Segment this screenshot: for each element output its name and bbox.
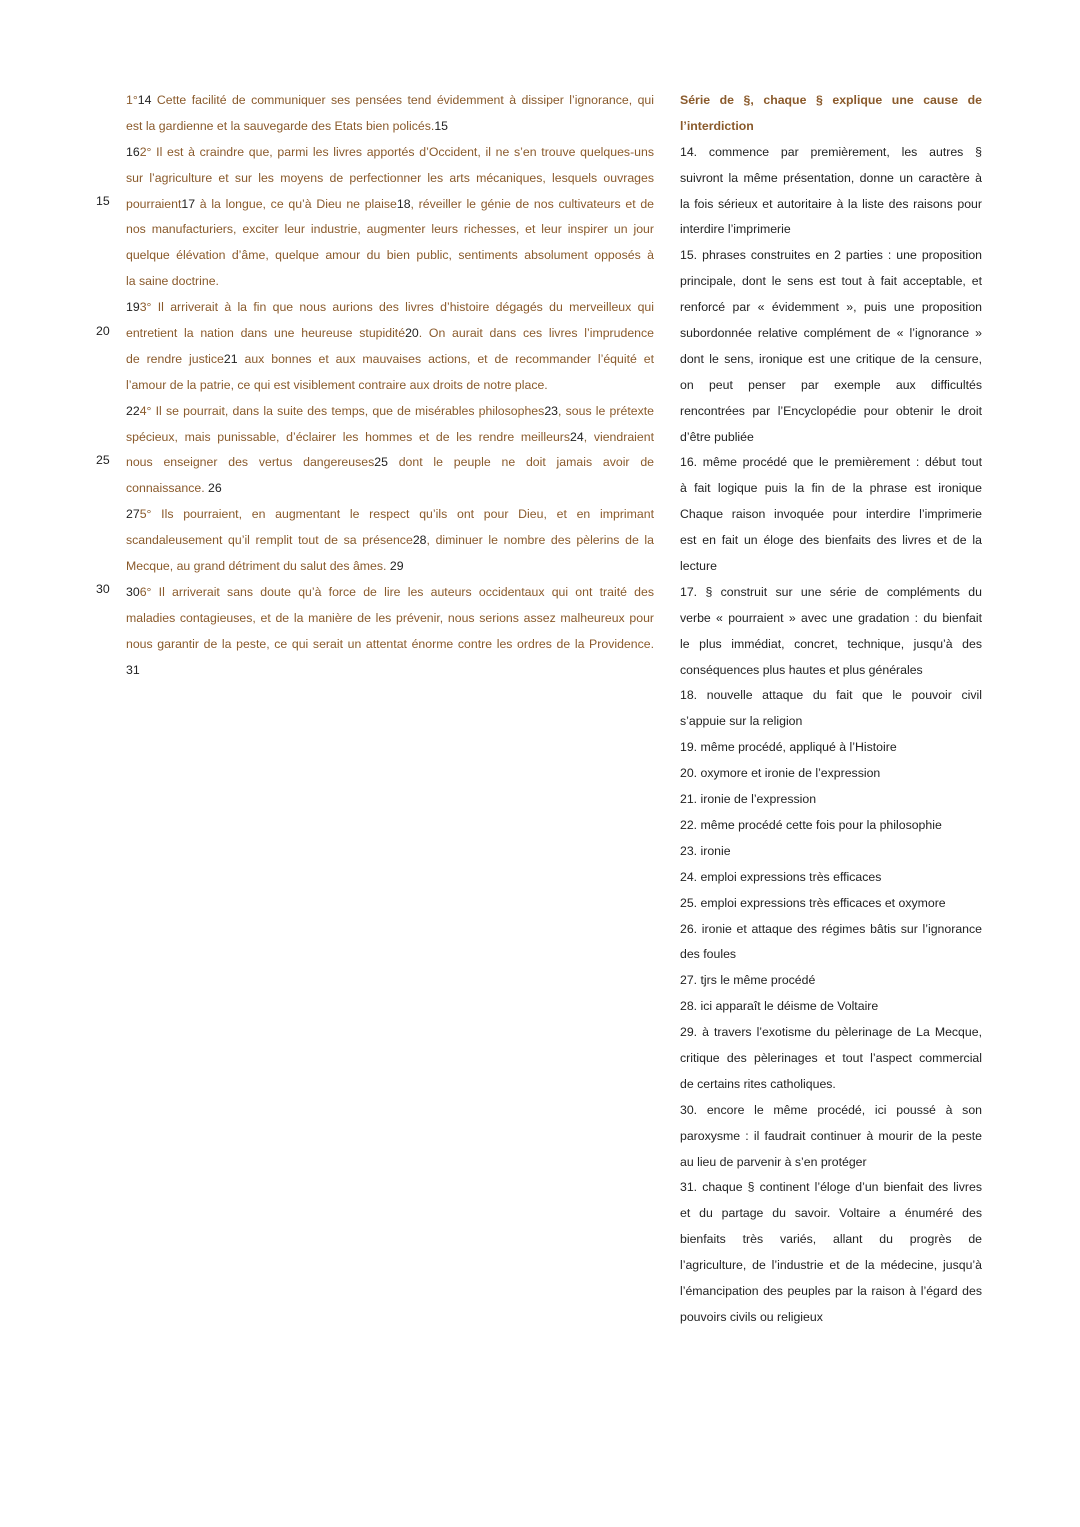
note-line: 25. emploi expressions très efficaces et oxymore [680, 895, 946, 910]
note-ref-18: 18 [396, 196, 411, 211]
note-line: 17. § construit sur une série de compléments du [680, 584, 982, 599]
note-line: l’agriculture, de l’industrie et de la médecine, jusqu’à [680, 1258, 982, 1273]
note-line: est en fait un éloge des bienfaits des livres et de la [680, 533, 982, 548]
note-line: bienfaits très variés, allant du progrès de [680, 1232, 982, 1247]
note-line: interdire l’imprimerie [680, 222, 791, 237]
note-ref-29: 29 [389, 559, 404, 574]
note-ref-14: 14 [137, 93, 152, 107]
note-line: 14. commence par premièrement, les autres § [680, 144, 982, 159]
note-line: 28. ici apparaît le déisme de Voltaire [680, 999, 879, 1014]
note-ref-26: 26 [208, 481, 222, 496]
note-line: 30. encore le même procédé, ici poussé à son [680, 1102, 982, 1117]
note-line: 31. chaque § continent l’éloge d’un bienfait des livres [680, 1180, 982, 1195]
text-line: 162° Il est à craindre que, parmi les livres apportés d’Occident, il ne s’en trouve quelques-uns [126, 144, 654, 159]
text-line: la saine doctrine. [126, 274, 219, 289]
note-line: 19. même procédé, appliqué à l’Histoire [680, 740, 897, 755]
note-ref-25: 25 [374, 455, 388, 470]
note-ref-31: 31 [126, 662, 140, 677]
note-ref-17: 17 [181, 196, 196, 211]
note-line: s’appuie sur la religion [680, 714, 803, 729]
notes-column [680, 90, 982, 1333]
note-ref-30: 30 [126, 584, 140, 599]
note-ref-16: 16 [126, 144, 140, 159]
note-line: 15. phrases construites en 2 parties : une proposition [680, 248, 982, 263]
notes-list [680, 142, 982, 1333]
note-ref-28: 28 [412, 533, 427, 548]
line-number-15: 15 [96, 194, 110, 208]
note-ref-27: 27 [126, 507, 140, 522]
text-line: 1°14 Cette facilité de communiquer ses pensées tend évidemment à dissiper l’ignorance, qui [126, 93, 654, 107]
note-line: 24. emploi expressions très efficaces [680, 869, 882, 884]
note-line: pouvoirs civils ou religieux [680, 1309, 823, 1324]
note-ref-19: 19 [126, 300, 140, 315]
note-line: critique des pèlerinages et tout l’aspect commercial [680, 1050, 982, 1065]
text-line: quelque élévation d’âme, quelque amour du bien public, sentiments absolument opposés à [126, 248, 654, 263]
text-line: entretient la nation dans une heureuse stupidité20. On aurait dans ces livres l’imprudence [126, 326, 654, 341]
note-line: à fait logique puis la fin de la phrase est ironique [680, 481, 982, 496]
text-line: pourraient17 à la longue, ce qu’à Dieu ne plaise18, réveiller le génie de nos cultivateurs et de [126, 196, 654, 211]
note-line: et du partage du savoir. Voltaire a énuméré des [680, 1206, 982, 1221]
text-line: nous enseigner des vertus dangereuses25 dont le peuple ne doit jamais avoir de [126, 455, 654, 470]
note-line: conséquences plus hautes et plus générales [680, 662, 923, 677]
text-line: 275° Ils pourraient, en augmentant le respect qu’ils ont pour Dieu, et en imprimant [126, 507, 654, 522]
note-ref-23: 23 [544, 403, 558, 418]
note-line: au lieu de parvenir à s’en protéger [680, 1154, 867, 1169]
text-line: connaissance. 26 [126, 481, 222, 496]
note-line: de certains rites catholiques. [680, 1076, 836, 1091]
note-line: le plus immédiat, concret, technique, jusqu’à des [680, 636, 982, 651]
note-line: lecture [680, 559, 717, 574]
note-line: paroxysme : il faudrait continuer à mourir de la peste [680, 1128, 982, 1143]
note-line: 21. ironie de l’expression [680, 792, 817, 807]
note-line: 20. oxymore et ironie de l’expression [680, 766, 881, 781]
text-line: est la gardienne et la sauvegarde des Etats bien policés.15 [126, 118, 448, 133]
main-text-column [126, 90, 654, 685]
notes-heading: l’interdiction [680, 118, 754, 133]
note-ref-24: 24 [570, 429, 584, 444]
text-line: scandaleusement qu’il remplit tout de sa présence28, diminuer le nombre des pèlerins de la [126, 533, 654, 548]
line-number-20: 20 [96, 324, 110, 338]
note-line: 16. même procédé que le premièrement : début tout [680, 455, 982, 470]
note-line: d’être publiée [680, 429, 754, 444]
text-line: nous garantir de la peste, ce qui serait un attentat énorme contre les ordres de la Providence. [126, 636, 654, 651]
note-line: suivront la même présentation, donne un caractère à [680, 170, 982, 185]
note-line: 23. ironie [680, 843, 731, 858]
line-number-30: 30 [96, 582, 110, 596]
text-line: l’amour de la patrie, ce qui est visiblement contraire aux droits de notre place. [126, 377, 548, 392]
text-line: Mecque, au grand détriment du salut des âmes. 29 [126, 559, 404, 574]
text-line: spécieux, mais punissable, d’éclairer les hommes et de les rendre meilleurs24, viendraient [126, 429, 654, 444]
note-ref-22: 22 [126, 403, 140, 418]
note-line: 22. même procédé cette fois pour la philosophie [680, 817, 942, 832]
note-ref-15: 15 [434, 118, 448, 133]
note-line: 26. ironie et attaque des régimes bâtis sur l’ignorance [680, 921, 982, 936]
note-line: principale, dont le sens est tout à fait acceptable, et [680, 274, 982, 289]
note-line: l’émancipation des peuples par la raison à l’égard des [680, 1283, 982, 1298]
note-line: des foules [680, 947, 737, 962]
note-line: subordonnée relative complément de « l’ignorance » [680, 326, 982, 341]
note-line: verbe « pourraient » avec une gradation : du bienfait [680, 610, 982, 625]
text-line: maladies contagieuses, et de la manière de les prévenir, nous serions assez malheureux pour [126, 610, 654, 625]
note-line: Chaque raison invoquée pour interdire l’imprimerie [680, 507, 982, 522]
text-line: 224° Il se pourrait, dans la suite des temps, que de misérables philosophes23, sous le prétexte [126, 403, 654, 418]
note-line: 18. nouvelle attaque du fait que le pouvoir civil [680, 688, 982, 703]
text-line: nos manufacturiers, exciter leur industrie, augmenter leurs richesses, et leur inspirer un jour [126, 222, 654, 237]
notes-heading: Série de §, chaque § explique une cause de [680, 93, 982, 107]
text-line: 306° Il arriverait sans doute qu’à force de lire les auteurs occidentaux qui ont traité des [126, 584, 654, 599]
note-line: 27. tjrs le même procédé [680, 973, 816, 988]
line-number-25: 25 [96, 453, 110, 467]
note-line: renforcé par « évidemment », puis une proposition [680, 300, 982, 315]
text-line: sur l’agriculture et sur les moyens de perfectionner les arts mécaniques, lesquels ouvrages [126, 170, 654, 185]
note-ref-21: 21 [223, 351, 238, 366]
note-line: dont le sens, ironique est une critique de la censure, [680, 351, 982, 366]
text-line: de rendre justice21 aux bonnes et aux mauvaises actions, et de recommander l’équité et [126, 351, 654, 366]
note-ref-20: 20 [405, 326, 419, 341]
note-line: on peut penser par exemple aux difficultés [680, 377, 982, 392]
note-line: 29. à travers l’exotisme du pèlerinage de La Mecque, [680, 1025, 982, 1040]
note-line: la fois sérieux et autoritaire à la liste des raisons pour [680, 196, 982, 211]
text-line: 193° Il arriverait à la fin que nous aurions des livres d’histoire dégagés du merveilleux qui [126, 300, 654, 315]
note-line: rencontrées par l’Encyclopédie pour obtenir le droit [680, 403, 982, 418]
